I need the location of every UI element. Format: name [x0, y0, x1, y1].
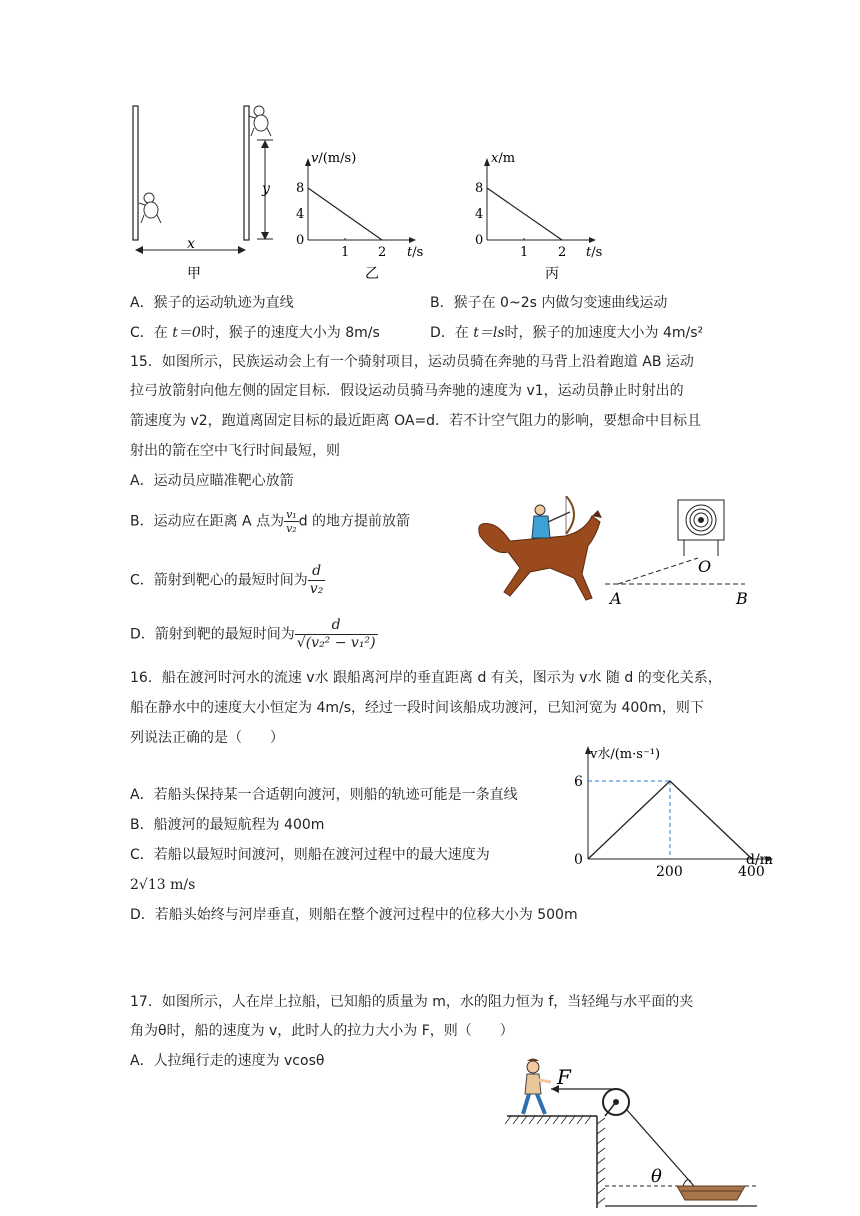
x-tick-4: 4 [475, 207, 484, 222]
q14-option-d: D．在 t＝ls时，猴子的加速度大小为 4m/s² [430, 325, 704, 341]
x-t-line [487, 188, 562, 240]
v-tick-0: 0 [296, 233, 305, 248]
chart-v-t [296, 151, 423, 260]
q15-figure [470, 496, 760, 616]
q16-stem-line3: 列说法正确的是（ ） [130, 730, 284, 746]
q15-stem-line3: 箭速度为 v2，跑道离固定目标的最近距离 OA=d．若不计空气阻力的影响，要想命中目标且 [130, 413, 702, 429]
q15-option-a: A．运动员应瞄准靶心放箭 [130, 473, 294, 489]
x-tick-8: 8 [475, 181, 484, 196]
monkey-icon-bottom [139, 193, 161, 223]
svg-text:x/m: x/m [491, 151, 516, 166]
xt-tick-1: 1 [520, 245, 529, 260]
ytick-6: 6 [574, 774, 583, 790]
xtick-200: 200 [656, 864, 683, 880]
chart-x-t [475, 151, 602, 260]
x-dimension-label: x [187, 236, 195, 252]
left-pole [133, 106, 138, 240]
q15-option-b: B．运动应在距离 A 点为 $\frac{\text{v₁}}{\text{v₂}}$ d 的地方提前放箭 [130, 508, 411, 535]
xt-tick-2: 2 [558, 245, 567, 260]
v-tick-4: 4 [296, 207, 305, 222]
svg-text:t/s: t/s [586, 245, 603, 260]
q15-option-c: C．箭射到靶心的最短时间为 $\frac{d}{\text{v₂}}$ [130, 563, 324, 597]
q16-option-c: C．若船以最短时间渡河，则船在渡河过程中的最大速度为 [130, 847, 490, 863]
q16-option-a: A．若船头保持某一合适朝向渡河，则船的轨迹可能是一条直线 [130, 787, 518, 803]
svg-text:t/s: t/s [407, 245, 424, 260]
q15-stem-line2: 拉弓放箭射向他左侧的固定目标．假设运动员骑马奔驰的速度为 v1，运动员静止时射出的 [130, 383, 684, 399]
q16-stem-line2: 船在静水中的速度大小恒定为 4m/s，经过一段时间该船成功渡河，已知河宽为 400m，则下 [130, 700, 704, 716]
boat-icon [677, 1186, 745, 1200]
q16-option-d: D．若船头始终与河岸垂直，则船在整个渡河过程中的位移大小为 500m [130, 907, 578, 923]
t-tick-1: 1 [341, 245, 350, 260]
t-tick-2: 2 [378, 245, 387, 260]
label-theta: θ [651, 1166, 662, 1187]
person-icon [523, 1059, 551, 1115]
y-dimension-label: y [262, 181, 270, 197]
monkey-icon-top [249, 106, 271, 136]
x-tick-0: 0 [475, 233, 484, 248]
xtick-400: 400 [738, 864, 765, 880]
fig-label-jia: 甲 [187, 266, 201, 282]
v-tick-8: 8 [296, 181, 305, 196]
label-f: F [557, 1065, 571, 1089]
q14-option-c: C．在 t＝0时，猴子的速度大小为 8m/s [130, 325, 380, 341]
q15-option-d: D．箭射到靶的最短时间为 $\frac{d}{\text{√(v₂² − v₁²)}}$ [130, 617, 376, 651]
q14-figure-svg [125, 98, 625, 284]
chart-ylabel: v水/(m·s⁻¹) [590, 747, 661, 762]
q16-option-c-value: 2√13 m/s [130, 877, 196, 893]
target-icon [678, 500, 724, 556]
label-o: O [698, 557, 712, 576]
q16-stem-line1: 16．船在渡河时河水的流速 v水 跟船离河岸的垂直距离 d 有关，图示为 v水 随 d 的变化关系， [130, 670, 722, 686]
q17-figure [505, 1058, 765, 1212]
q17-stem-line1: 17．如图所示，人在岸上拉船，已知船的质量为 m，水的阻力恒为 f，当轻绳与水平面的夹 [130, 994, 694, 1010]
rope-slanted [627, 1110, 701, 1194]
fig-label-yi: 乙 [365, 266, 379, 282]
chart-xlabel: d/m [746, 852, 773, 868]
q17-option-a: A．人拉绳行走的速度为 vcosθ [130, 1053, 325, 1069]
svg-text:v/(m/s): v/(m/s) [311, 151, 357, 166]
ytick-0: 0 [574, 852, 583, 868]
label-a: A [610, 589, 622, 608]
horse-rider-icon [479, 496, 602, 600]
fig-label-bing: 丙 [545, 266, 559, 282]
right-pole [244, 106, 249, 240]
q14-option-b: B．猴子在 0~2s 内做匀变速曲线运动 [430, 295, 668, 311]
q15-stem-line1: 15．如图所示，民族运动会上有一个骑射项目，运动员骑在奔驰的马背上沿着跑道 AB 运动 [130, 354, 694, 370]
v-t-line [308, 188, 382, 240]
q15-stem-line4: 射出的箭在空中飞行时间最短，则 [130, 443, 340, 459]
q17-stem-line2: 角为θ时，船的速度为 v，此时人的拉力大小为 F，则（ ） [130, 1023, 514, 1039]
q16-chart [562, 742, 784, 880]
q16-option-b: B．船渡河的最短航程为 400m [130, 817, 325, 833]
label-b: B [736, 589, 748, 608]
q14-option-a: A．猴子的运动轨迹为直线 [130, 295, 294, 311]
